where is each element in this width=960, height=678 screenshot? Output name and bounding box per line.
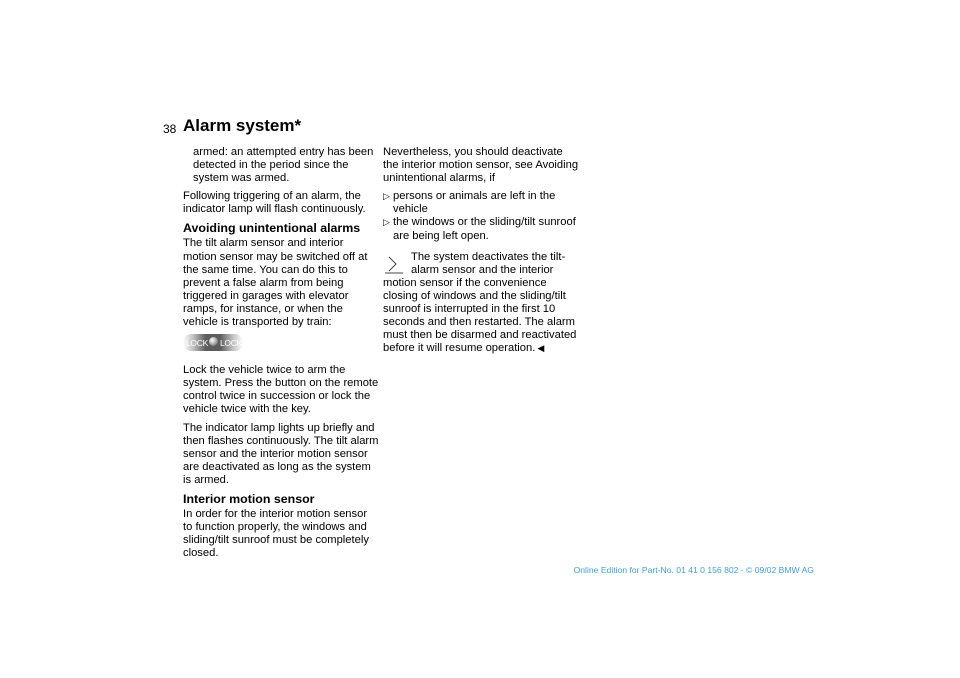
footer-edition: Online Edition for Part-No. 01 41 0 156 802 - © 09/02 BMW AG bbox=[573, 565, 814, 575]
page-number: 38 bbox=[163, 122, 177, 136]
lock-twice-text: Lock the vehicle twice to arm the system. Press the button on the remote control twice in succession or lock the vehicle twice with the key. bbox=[183, 364, 379, 416]
bullet-list bbox=[383, 190, 579, 242]
avoiding-alarms-heading: Avoiding unintentional alarms bbox=[183, 221, 361, 236]
bullet-text: the windows or the sliding/tilt sunroof are being left open. bbox=[393, 216, 576, 242]
triangle-bullet-icon: ▷ bbox=[383, 217, 390, 228]
after-trigger-paragraph: Following triggering of an alarm, the indicator lamp will flash continuously. bbox=[183, 190, 366, 216]
interior-sensor-text: In order for the interior motion sensor to function properly, the windows and sliding/tilt sunroof must be completely closed. bbox=[183, 507, 369, 560]
lock-button-icon bbox=[209, 337, 218, 346]
end-mark-icon: ◀ bbox=[537, 343, 545, 354]
bullet-item bbox=[383, 190, 579, 216]
note-text: The system deactivates the tilt-alarm sensor and the interior motion sensor if the convenience closing of windows and the sliding/tilt sunroof is interrupted in the first 10 seconds and then restarted. The alarm must then be disarmed and reactivated before it will resume operation. bbox=[383, 250, 577, 355]
triangle-bullet-icon: ▷ bbox=[383, 191, 390, 202]
lock-strip bbox=[183, 334, 243, 351]
interior-sensor-heading: Interior motion sensor bbox=[183, 491, 315, 506]
right-column bbox=[383, 146, 579, 355]
intro-paragraph: armed: an attempted entry has been detected in the period since the system was armed. bbox=[193, 146, 374, 185]
indicator-lamp-text: The indicator lamp lights up briefly and then flashes continuously. The tilt alarm sensor and the interior motion sensor are deactivated as long as the system is armed. bbox=[183, 421, 379, 486]
note-arrow-icon bbox=[383, 253, 405, 275]
bullet-item bbox=[383, 216, 579, 242]
note-block bbox=[383, 251, 579, 356]
avoiding-alarms-text: The tilt alarm sensor and interior motion sensor may be switched off at the same time. You can do this to prevent a false alarm from being triggered in garages with elevator ramps, for instance, or when the vehicle is transported by train: bbox=[183, 237, 368, 329]
lock-label-right: LOCK bbox=[220, 338, 242, 349]
lock-label-left: LOCK bbox=[186, 338, 208, 349]
deactivate-intro: Nevertheless, you should deactivate the interior motion sensor, see Avoiding unintentional alarms, if bbox=[383, 146, 579, 185]
page-title: Alarm system* bbox=[183, 116, 302, 135]
lock-button-illustration bbox=[183, 334, 379, 351]
bullet-text: persons or animals are left in the vehicle bbox=[393, 190, 556, 216]
left-column bbox=[183, 146, 379, 565]
